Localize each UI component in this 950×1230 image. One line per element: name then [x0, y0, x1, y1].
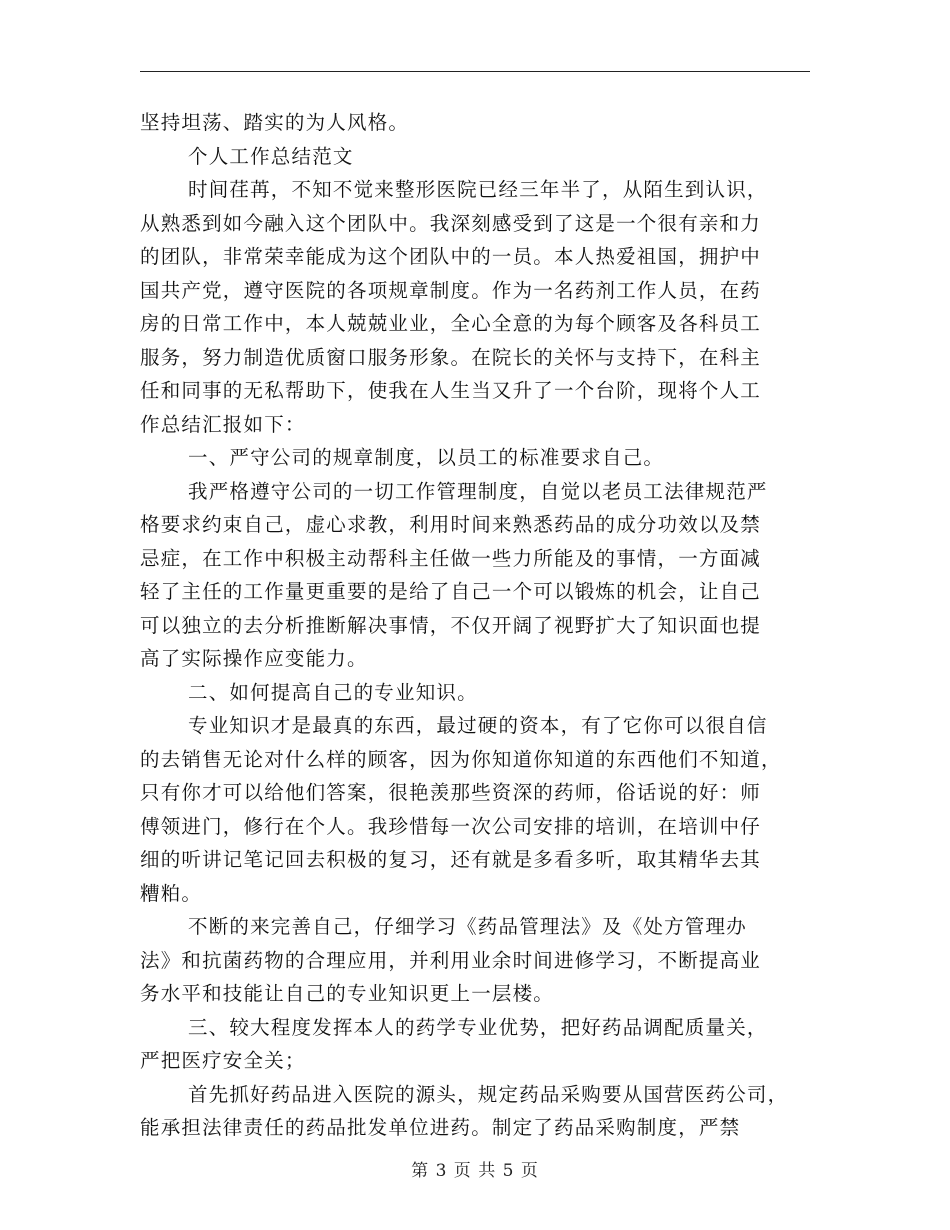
text-line: 的去销售无论对什么样的顾客，因为你知道你知道的东西他们不知道， — [140, 747, 782, 771]
text-line: 服务，努力制造优质窗口服务形象。在院长的关怀与支持下，在科主 — [140, 345, 762, 369]
text-line: 的团队，非常荣幸能成为这个团队中的一员。本人热爱祖国，拥护中 — [140, 245, 762, 268]
text-line: 高了实际操作应变能力。 — [140, 647, 368, 670]
text-line: 专业知识才是最真的东西，最过硬的资本，有了它你可以很自信 — [188, 714, 768, 737]
text-line: 三、较大程度发挥本人的药学专业优势，把好药品调配质量关， — [188, 1015, 768, 1039]
text-line: 首先抓好药品进入医院的源头，规定药品采购要从国营医药公司， — [188, 1082, 789, 1106]
text-line: 不断的来完善自己，仔细学习《药品管理法》及《处方管理办 — [188, 915, 747, 938]
document-body — [140, 106, 812, 1145]
text-line: 房的日常工作中，本人兢兢业业，全心全意的为每个顾客及各科员工 — [140, 312, 762, 335]
text-line: 个人工作总结范文 — [188, 144, 354, 168]
text-line: 傅领进门，修行在个人。我珍惜每一次公司安排的培训，在培训中仔 — [140, 814, 762, 838]
text-line: 糟粕。 — [140, 881, 203, 905]
text-line: 时间荏苒，不知不觉来整形医院已经三年半了，从陌生到认识， — [188, 178, 768, 201]
text-line: 严把医疗安全关； — [140, 1049, 306, 1072]
header-rule — [140, 71, 810, 72]
text-line: 可以独立的去分析推断解决事情，不仅开阔了视野扩大了知识面也提 — [140, 613, 762, 637]
text-line: 一、严守公司的规章制度，以员工的标准要求自己。 — [188, 446, 665, 469]
text-line: 能承担法律责任的药品批发单位进药。制定了药品采购制度，严禁 — [140, 1116, 741, 1139]
text-line: 从熟悉到如今融入这个团队中。我深刻感受到了这是一个很有亲和力 — [140, 211, 762, 235]
text-line: 轻了主任的工作量更重要的是给了自己一个可以锻炼的机会，让自己 — [140, 580, 762, 603]
text-line: 我严格遵守公司的一切工作管理制度，自觉以老员工法律规范严 — [188, 479, 768, 503]
text-line: 二、如何提高自己的专业知识。 — [188, 680, 478, 704]
text-line: 只有你才可以给他们答案，很艳羡那些资深的药师，俗话说的好：师 — [140, 781, 762, 804]
text-line: 务水平和技能让自己的专业知识更上一层楼。 — [140, 982, 555, 1005]
text-line: 细的听讲记笔记回去积极的复习，还有就是多看多听，取其精华去其 — [140, 848, 762, 871]
text-line: 格要求约束自己，虚心求教，利用时间来熟悉药品的成分功效以及禁 — [140, 513, 762, 536]
text-line: 忌症，在工作中积极主动帮科主任做一些力所能及的事情，一方面减 — [140, 546, 762, 570]
page-number-footer: 第 3 页 共 5 页 — [411, 1161, 539, 1181]
text-line: 作总结汇报如下： — [140, 412, 306, 436]
text-line: 国共产党，遵守医院的各项规章制度。作为一名药剂工作人员，在药 — [140, 278, 762, 302]
text-line: 坚持坦荡、踏实的为人风格。 — [140, 111, 410, 134]
text-line: 任和同事的无私帮助下，使我在人生当又升了一个台阶，现将个人工 — [140, 379, 762, 402]
text-line: 法》和抗菌药物的合理应用，并利用业余时间进修学习，不断提高业 — [140, 948, 762, 972]
